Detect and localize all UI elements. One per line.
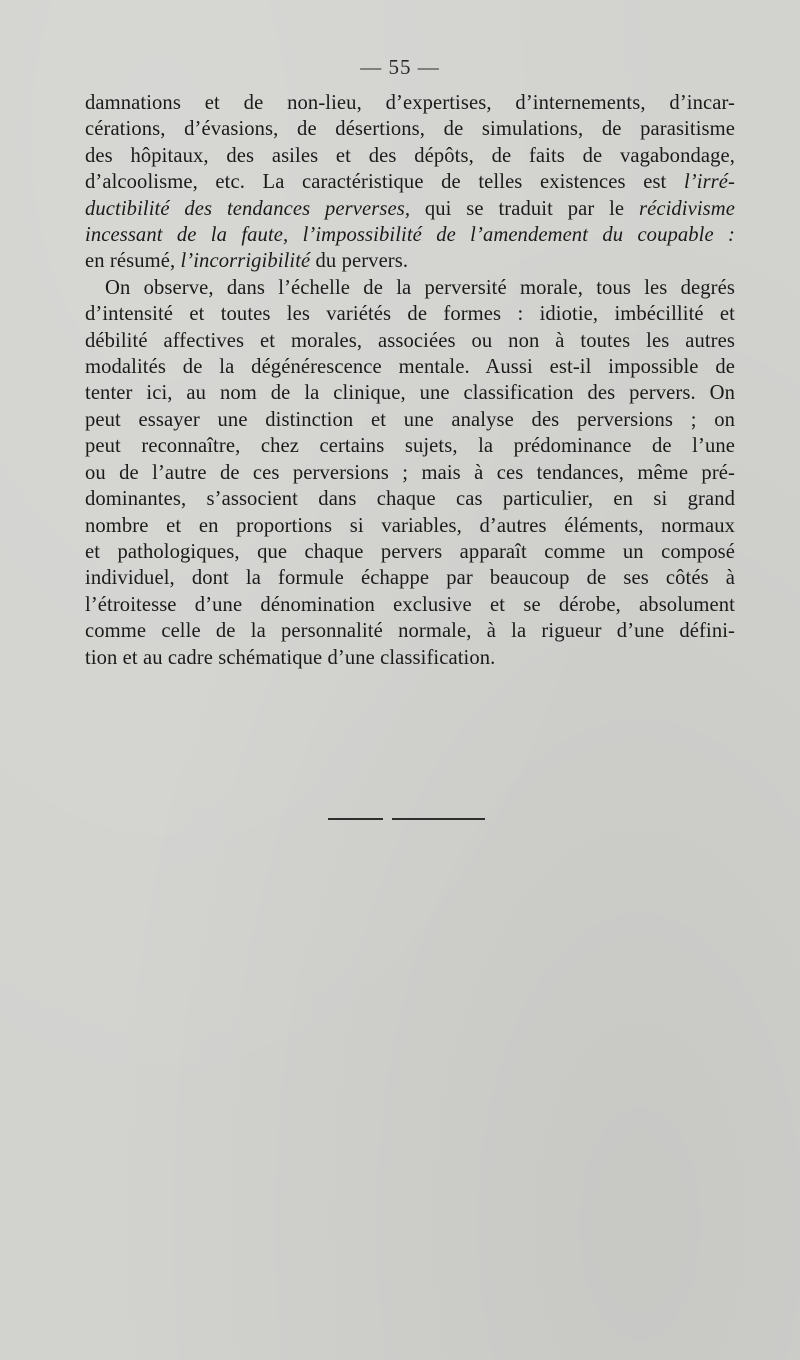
paragraph [85, 275, 735, 671]
italic-text: l’incorrigibilité [180, 250, 311, 273]
italic-text: récidivisme [638, 197, 735, 220]
text-line [85, 90, 735, 116]
text-run: individuel, dont la formule échappe par beaucoup de ses côtés à [85, 567, 735, 590]
section-end-rule-left [328, 818, 383, 820]
text-run: et pathologiques, que chaque pervers apparaît comme un composé [85, 540, 735, 563]
text-run: tenter ici, au nom de la clinique, une classification des pervers. On [85, 382, 735, 405]
text-run: modalités de la dégénérescence mentale. Aussi est-il impossible de [85, 356, 735, 379]
paragraph [85, 90, 735, 275]
text-run: nombre et en proportions si variables, d’autres éléments, normaux [85, 514, 735, 537]
text-line [85, 222, 735, 248]
text-run: peut essayer une distinction et une analyse des perversions ; on [85, 408, 735, 431]
text-line [85, 407, 735, 433]
text-line [85, 354, 735, 380]
text-run: ou de l’autre de ces perversions ; mais à ces tendances, même pré- [85, 461, 735, 484]
text-line [85, 565, 735, 591]
text-line [85, 196, 735, 222]
text-run: qui se traduit par le [410, 197, 639, 220]
text-run: d’alcoolisme, etc. La caractéristique de telles existences est [85, 171, 684, 194]
text-line [85, 592, 735, 618]
text-run: peut reconnaître, chez certains sujets, la prédominance de l’une [85, 435, 735, 458]
text-line [85, 275, 735, 301]
text-line [85, 645, 735, 671]
text-line [85, 116, 735, 142]
text-line [85, 433, 735, 459]
text-run: d’intensité et toutes les variétés de formes : idiotie, imbécillité et [85, 303, 735, 326]
text-run: dominantes, s’associent dans chaque cas particulier, en si grand [85, 488, 735, 511]
page-number: — 55 — [360, 55, 440, 79]
italic-text: ductibilité des tendances perverses, [85, 197, 411, 220]
body-text [85, 90, 735, 671]
text-run: du pervers. [310, 250, 409, 273]
text-run: On observe, dans l’échelle de la perversité morale, tous les degrés [105, 276, 735, 299]
text-line [85, 513, 735, 539]
section-end-rule-right [392, 818, 485, 820]
italic-text: incessant de la faute, l’impossibilité de l’amendement du coupable : [85, 224, 735, 247]
text-line [85, 143, 735, 169]
text-line [85, 169, 735, 195]
text-line [85, 328, 735, 354]
text-line [85, 380, 735, 406]
italic-text: l’irré- [683, 171, 735, 194]
text-line [85, 248, 735, 274]
text-run: en résumé, [85, 250, 181, 273]
text-run: damnations et de non-lieu, d’expertises, d’internements, d’incar- [85, 92, 735, 114]
text-run: tion et au cadre schématique d’une classification. [85, 646, 496, 669]
text-run: l’étroitesse d’une dénomination exclusive et se dérobe, absolument [85, 593, 735, 616]
text-line [85, 301, 735, 327]
text-run: cérations, d’évasions, de désertions, de simulations, de parasitisme [85, 118, 735, 141]
text-line [85, 618, 735, 644]
text-run: débilité affectives et morales, associées ou non à toutes les autres [85, 329, 735, 352]
text-line [85, 460, 735, 486]
text-line [85, 539, 735, 565]
text-run: des hôpitaux, des asiles et des dépôts, de faits de vagabondage, [85, 144, 735, 167]
text-run: comme celle de la personnalité normale, à la rigueur d’une défini- [85, 620, 735, 643]
text-line [85, 486, 735, 512]
